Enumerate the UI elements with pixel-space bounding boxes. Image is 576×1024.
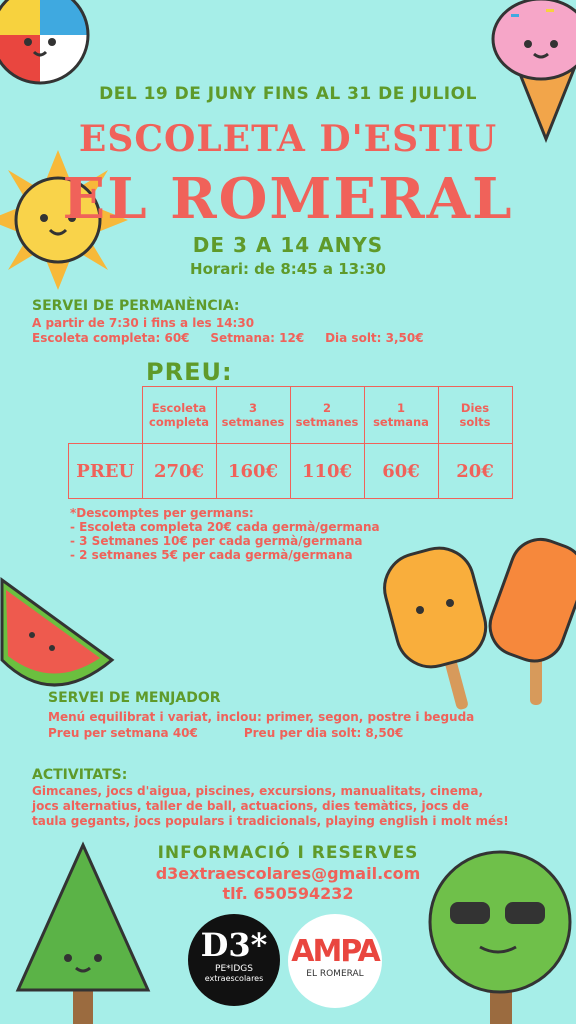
price-table [68,386,513,499]
schedule-hours: Horari: de 8:45 a 13:30 [190,260,386,278]
price-header-cell: Dies solts [438,387,512,444]
price-value: 60€ [364,444,438,499]
discount-item: - 3 Setmanes 10€ per cada germà/germana [70,534,363,548]
beach-ball-icon [0,0,100,90]
age-range: DE 3 A 14 ANYS [192,233,384,257]
dates-heading: DEL 19 DE JUNY FINS AL 31 DE JULIOL [99,84,477,104]
activities-line: taula gegants, jocs populars i tradicionals, playing english i molt més! [32,814,509,828]
price-title: PREU: [146,358,233,386]
poster-title: ESCOLETA D'ESTIU [78,118,498,160]
ampa-logo: AMPA EL ROMERAL [288,914,382,1008]
price-value: 110€ [290,444,364,499]
menjador-line-1: Menú equilibrat i variat, inclou: primer, segon, postre i beguda [48,710,475,724]
watermelon-icon [0,560,122,690]
permanencia-line-1: A partir de 7:30 i fins a les 14:30 [32,316,255,330]
price-table-corner [69,387,143,444]
price-value: 20€ [438,444,512,499]
discount-item: - 2 setmanes 5€ per cada germà/germana [70,548,353,562]
price-value: 160€ [216,444,290,499]
contact-phone[interactable]: tlf. 650594232 [222,884,354,903]
d3-logo: D3* PE*IDGS extraescolares [188,914,280,1006]
menjador-title: SERVEI DE MENJADOR [48,690,221,706]
discount-item: - Escoleta completa 20€ cada germà/germana [70,520,380,534]
activities-line: Gimcanes, jocs d'aigua, piscines, excursions, manualitats, cinema, [32,784,484,798]
permanencia-line-2: Escoleta completa: 60€ Setmana: 12€ Dia solt: 3,50€ [32,331,424,345]
activities-line: jocs alternatius, taller de ball, actuacions, dies temàtics, jocs de [32,799,470,813]
school-name: EL ROMERAL [62,166,514,232]
popsicles-icon [380,535,576,715]
contact-email[interactable]: d3extraescolares@gmail.com [155,864,421,883]
activities-title: ACTIVITATS: [32,767,128,783]
permanencia-title: SERVEI DE PERMANÈNCIA: [32,298,240,314]
price-value: 270€ [142,444,216,499]
info-title: INFORMACIÓ I RESERVES [157,843,419,863]
menjador-line-2: Preu per setmana 40€ Preu per dia solt: 8,50€ [48,726,404,740]
price-header-cell: 3 setmanes [216,387,290,444]
price-header-cell: Escoleta completa [142,387,216,444]
discounts-title: *Descomptes per germans: [70,506,254,520]
price-row-label: PREU [69,444,143,499]
price-header-cell: 2 setmanes [290,387,364,444]
price-header-cell: 1 setmana [364,387,438,444]
